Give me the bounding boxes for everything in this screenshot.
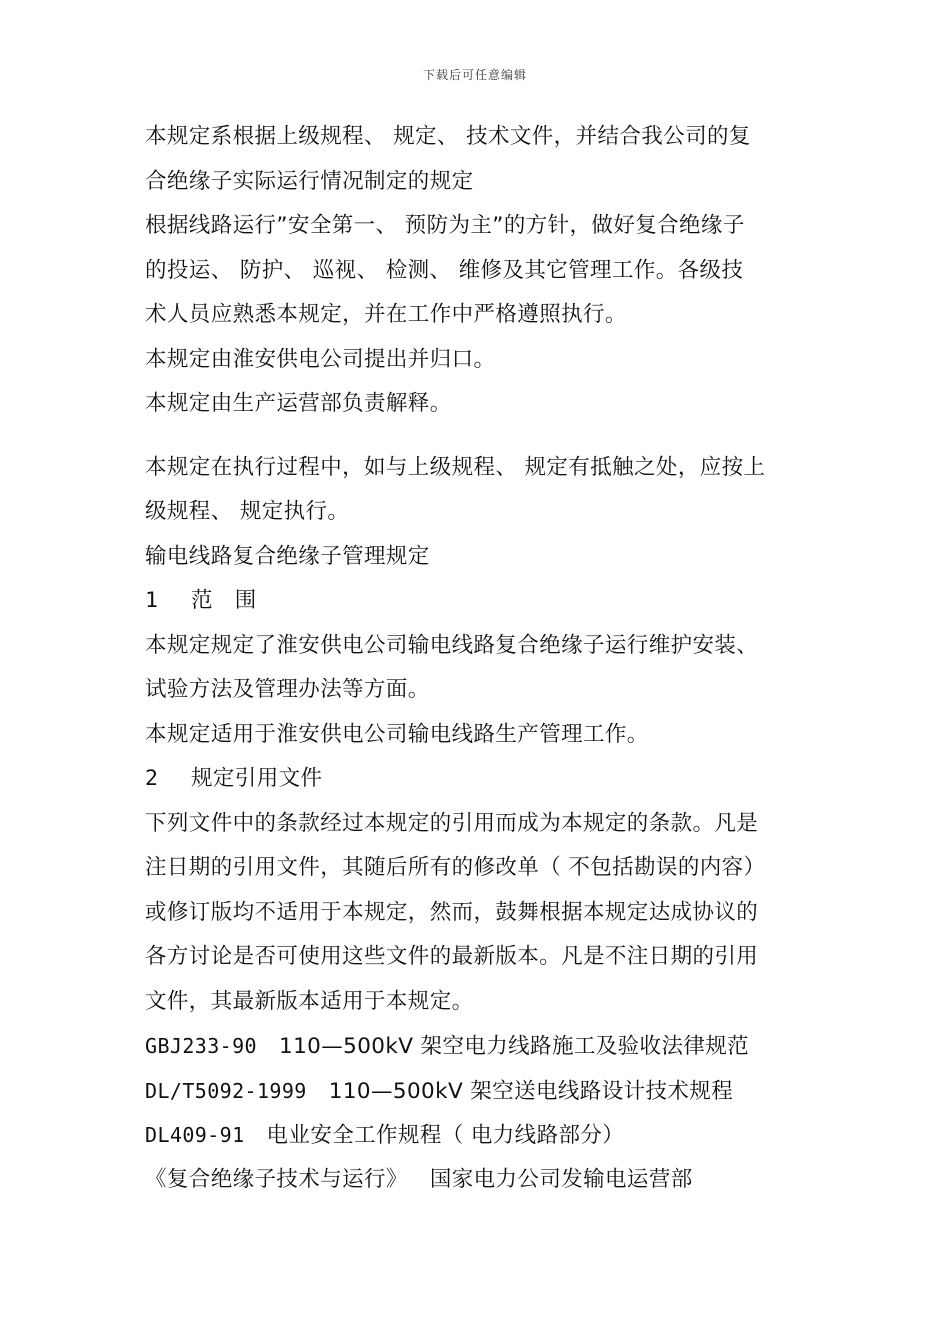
paragraph-spacer [145,427,825,446]
reference-title: 110—500kV 架空电力线路施工及验收法律规范 [278,1034,750,1059]
section-number: 1 [145,588,159,613]
document-body [145,115,825,1202]
paragraph-line: 本规定由生产运营部负责解释。 [145,391,452,416]
section-heading-1 [145,579,825,624]
paragraph-line: 文件，其最新版本适用于本规定。 [145,988,474,1014]
reference-item [145,1024,825,1069]
reference-title: 电业安全工作规程（ 电力线路部分） [266,1123,625,1148]
paragraph-line: 下列文件中的条款经过本规定的引用而成为本规定的条款。凡是 [145,810,759,836]
paragraph-line: 级规程、 规定执行。 [145,499,350,524]
section-title: 规定引用文件 [191,766,323,791]
paragraph-line: 合绝缘子实际运行情况制定的规定 [145,168,474,194]
reference-item [145,1113,825,1158]
reference-code: DL/T5092-1999 [145,1078,307,1103]
paragraph-line: 本规定在执行过程中，如与上级规程、 规定有抵触之处，应按上 [145,454,766,480]
reference-publisher: 国家电力公司发输电运营部 [429,1166,693,1192]
paragraph-line: 本规定适用于淮安供电公司输电线路生产管理工作。 [145,721,649,747]
section-number: 2 [145,766,159,791]
reference-code: DL409-91 [145,1123,245,1147]
document-title: 输电线路复合绝缘子管理规定 [145,543,430,569]
reference-item [145,1069,825,1114]
section-title: 范 围 [191,588,257,613]
paragraph-line: 或修订版均不适用于本规定，然而，鼓舞根据本规定达成协议的 [145,899,759,925]
paragraph-line: 术人员应熟悉本规定，并在工作中严格遵照执行。 [145,302,627,327]
paragraph-line: 本规定系根据上级规程、 规定、 技术文件，并结合我公司的复 [145,124,751,149]
reference-item [145,1158,825,1203]
reference-book-title: 《复合绝缘子技术与运行》 [145,1166,408,1192]
paragraph-line: 根据线路运行”安全第一、 预防为主”的方针，做好复合绝缘子 [145,213,745,238]
paragraph-line: 本规定由淮安供电公司提出并归口。 [145,346,496,372]
reference-code: GBJ233-90 [145,1034,257,1058]
paragraph-line: 试验方法及管理办法等方面。 [145,677,430,702]
paragraph-line: 本规定规定了淮安供电公司输电线路复合绝缘子运行维护安装、 [145,632,759,658]
section-heading-2 [145,757,825,802]
reference-title: 110—500kV 架空送电线路设计技术规程 [328,1078,734,1104]
paragraph-line: 的投运、 防护、 巡视、 检测、 维修及其它管理工作。各级技 [145,257,744,283]
paragraph-line: 各方讨论是否可使用这些文件的最新版本。凡是不注日期的引用 [145,944,759,969]
paragraph-line: 注日期的引用文件，其随后所有的修改单（ 不包括勘误的内容） [145,855,766,880]
page-header: 下载后可任意编辑 [422,68,527,82]
